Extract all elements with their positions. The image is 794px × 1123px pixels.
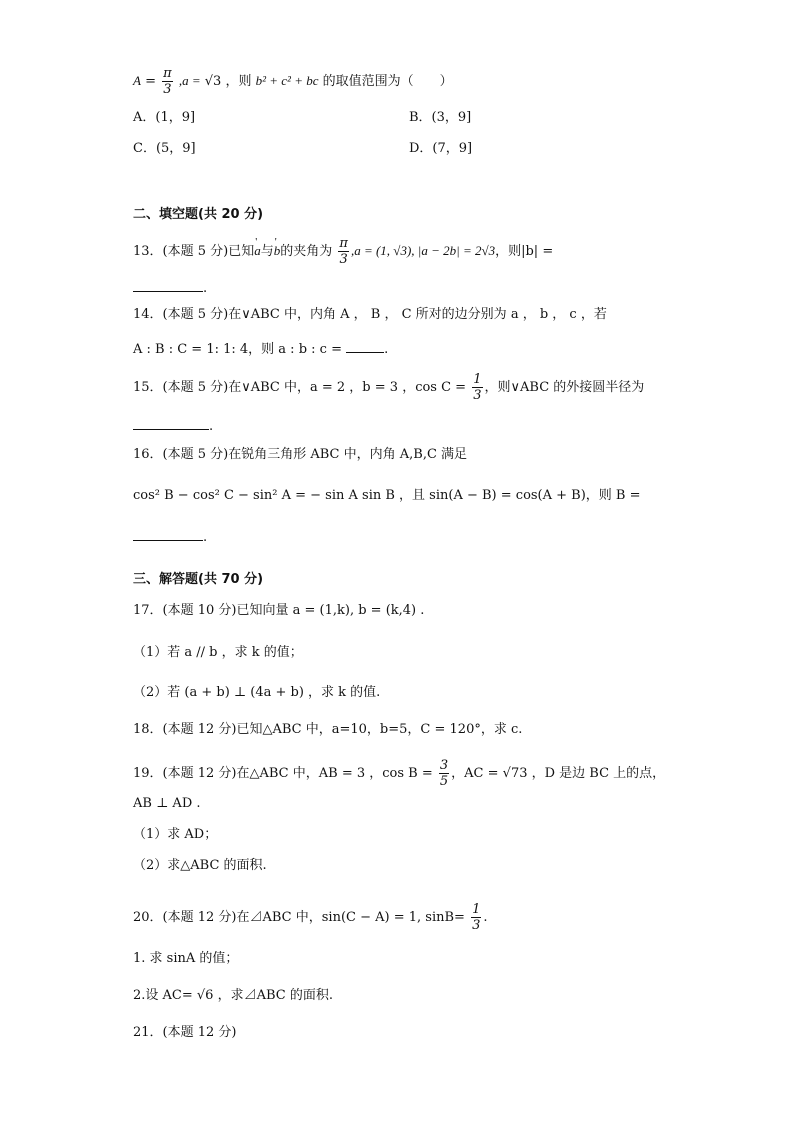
section-solve-title: 三、解答题(共 70 分) (133, 572, 264, 587)
q15-answer-blank[interactable] (133, 416, 209, 430)
q15-answer-row: . (133, 416, 213, 436)
q17-line1: 17．(本题 10 分)已知向量 a = (1,k), b = (k,4) . (133, 603, 425, 618)
q20-text (133, 902, 488, 933)
frac-num: 1 (472, 902, 481, 917)
q19-text (133, 758, 665, 789)
option-d[interactable]: D．(7，9] (409, 141, 473, 156)
frac-den: 3 (473, 388, 482, 403)
q13-head: 13．(本题 5 分)已知 (133, 244, 255, 259)
q13-answer-blank[interactable] (133, 278, 203, 292)
equals-sign: = (145, 74, 156, 89)
q16-answer-blank[interactable] (133, 527, 203, 541)
q18-line: 18．(本题 12 分)已知△ABC 中，a=10，b=5，C = 120°，求 c. (133, 722, 523, 737)
fraction-3-over-5 (439, 758, 449, 789)
q19-sub2: （2）求△ABC 的面积. (133, 858, 267, 873)
vector-b: ' b (274, 242, 281, 260)
q14-ratio: A : B : C = 1: 1: 4，则 a : b : c = (133, 342, 342, 357)
q16-answer-row: . (133, 527, 207, 547)
section-fill-in-title: 二、填空题(共 20 分) (133, 207, 264, 222)
expression: b² + c² + bc (255, 73, 319, 88)
q17-sub2: （2）若 (a + b) ⊥ (4a + b) ，求 k 的值. (133, 685, 381, 700)
q12-condition (133, 66, 453, 97)
q13-tail: ，则|b| = (495, 244, 554, 259)
q14-answer-blank[interactable] (346, 339, 384, 353)
with-text: 与 (260, 244, 274, 259)
q20-sub2: 2.设 AC= √6 ，求⊿ABC 的面积. (133, 988, 333, 1003)
sqrt-3: √3 (204, 74, 222, 89)
frac-den: 3 (472, 918, 481, 933)
q19-tail: ，AC = √73 ，D 是边 BC 上的点， (451, 766, 666, 781)
q15-tail: ，则∨ABC 的外接圆半径为 (484, 380, 645, 395)
q16-line1: 16．(本题 5 分)在锐角三角形 ABC 中，内角 A,B,C 满足 (133, 447, 468, 462)
period: . (483, 910, 488, 925)
vector-a: ' a (254, 242, 261, 260)
frac-num: π (339, 236, 348, 251)
var-A: A (133, 73, 141, 88)
q19-sub1: （1）求 AD； (133, 827, 218, 842)
option-c[interactable]: C．(5，9] (133, 141, 196, 156)
q13-answer-row: . (133, 278, 207, 298)
q14-line2: A : B : C = 1: 1: 4，则 a : b : c = . (133, 339, 388, 359)
angle-text: 的夹角为 (280, 244, 333, 259)
q15-head: 15．(本题 5 分)在∨ABC 中，a = 2 ，b = 3 ，cos C = (133, 380, 467, 395)
fraction-pi-over-3 (162, 66, 173, 97)
option-b[interactable]: B．(3，9] (409, 110, 472, 125)
q15-text (133, 372, 644, 403)
frac-num: 3 (439, 758, 449, 773)
q19-head: 19．(本题 12 分)在△ABC 中，AB = 3 ，cos B = (133, 766, 433, 781)
frac-den: 5 (439, 774, 449, 789)
frac-num: 1 (473, 372, 482, 387)
question-text: 的取值范围为（ ） (322, 74, 453, 89)
q20-sub1: 1. 求 sinA 的值； (133, 951, 239, 966)
a-equals: ,a = (178, 73, 201, 88)
q16-line2: cos² B − cos² C − sin² A = − sin A sin B ，且 sin(A − B) = cos(A + B)，则 B = (133, 488, 641, 503)
frac-den: 3 (163, 82, 172, 97)
q17-sub1: （1）若 a // b ，求 k 的值； (133, 645, 303, 660)
option-a[interactable]: A．(1，9] (133, 110, 196, 125)
q21-line: 21．(本题 12 分) (133, 1025, 237, 1040)
q19-line2: AB ⊥ AD . (133, 796, 201, 811)
q20-head: 20．(本题 12 分)在⊿ABC 中，sin(C − A) = 1, sinB= (133, 910, 465, 925)
connective-text: ，则 (225, 74, 252, 89)
vector-condition: ,a = (1, √3), |a − 2b| = 2√3 (350, 243, 496, 258)
frac-den: 3 (339, 252, 348, 267)
q14-line1: 14．(本题 5 分)在∨ABC 中，内角 A ， B ， C 所对的边分别为 a ， b ， c ，若 (133, 307, 607, 322)
q13-text (133, 236, 553, 267)
fraction-1-over-3 (471, 902, 481, 933)
fraction-1-over-3 (472, 372, 482, 403)
frac-num: π (163, 66, 172, 81)
fraction-pi-over-3 (338, 236, 349, 267)
